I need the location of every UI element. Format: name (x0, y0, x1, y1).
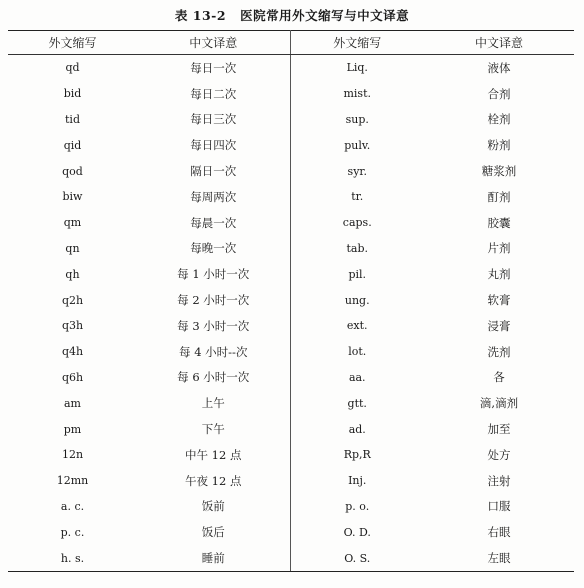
abbreviation-left-cell: qn (65, 241, 80, 255)
meaning-left-cell: 午夜 12 点 (137, 468, 290, 494)
table-row (8, 416, 574, 442)
table-row (8, 107, 574, 133)
meaning-left-cell: 每 2 小时一次 (137, 287, 290, 313)
abbreviation-right-cell: ad. (348, 422, 366, 436)
abbreviation-right-cell: O. S. (290, 545, 424, 571)
table-caption (0, 6, 584, 24)
abbreviation-table (8, 30, 574, 572)
meaning-left-cell: 每日三次 (137, 107, 290, 133)
abbreviation-left-cell: am (64, 396, 81, 410)
table-row (8, 494, 574, 520)
abbreviation-right-cell: p. o. (345, 499, 370, 513)
meaning-left-cell: 每 6 小时一次 (137, 365, 290, 391)
abbreviation-right-cell: tab. (346, 241, 369, 255)
abbreviation-right-cell: O. D. (343, 525, 371, 539)
meaning-right-cell: 加至 (487, 422, 511, 437)
table-row (8, 545, 574, 571)
meaning-right-cell: 滴,滴剂 (479, 396, 519, 411)
meaning-right-cell: 注射 (487, 473, 511, 488)
abbreviation-right-cell: syr. (347, 164, 367, 178)
meaning-right-cell: 右眼 (487, 525, 511, 540)
meaning-right-cell: 粉剂 (487, 138, 511, 153)
abbreviation-left-cell: qid (63, 138, 82, 152)
header-abbreviation-right: 外文缩写 (290, 31, 424, 55)
table-row (8, 390, 574, 416)
abbreviation-right-cell: sup. (345, 112, 369, 126)
meaning-right-cell: 酊剂 (487, 189, 511, 204)
meaning-left-cell: 下午 (137, 416, 290, 442)
table-row (8, 81, 574, 107)
abbreviation-left-cell: qd (65, 61, 80, 75)
abbreviation-left-cell: a. c. (60, 499, 85, 513)
abbreviation-right-cell: gtt. (347, 396, 367, 410)
header-row (8, 31, 574, 55)
abbreviation-right-cell: Rp,R (343, 448, 371, 462)
meaning-right-cell: 胶囊 (487, 215, 511, 230)
meaning-right-cell: 片剂 (487, 241, 511, 256)
meaning-left-cell: 每 1 小时一次 (137, 261, 290, 287)
meaning-right-cell: 洗剂 (487, 344, 511, 359)
header-abbreviation-left: 外文缩写 (8, 31, 137, 55)
table-row (8, 519, 574, 545)
abbreviation-left-cell: qm (63, 216, 82, 230)
abbreviation-left-cell: q4h (61, 345, 84, 359)
meaning-right-cell: 处方 (487, 447, 511, 462)
table-row (8, 287, 574, 313)
abbreviation-right-cell: pil. (348, 267, 367, 281)
table-row (8, 442, 574, 468)
meaning-right-cell: 左眼 (424, 545, 574, 571)
table-row (8, 132, 574, 158)
abbreviation-right-cell: lot. (348, 345, 367, 359)
table-row (8, 236, 574, 262)
meaning-left-cell: 每日一次 (137, 55, 290, 81)
abbreviation-right-cell: caps. (342, 216, 372, 230)
meaning-left-cell: 每 3 小时一次 (137, 313, 290, 339)
table-row (8, 158, 574, 184)
table-number: 表 13-2 (174, 8, 227, 23)
table-row (8, 339, 574, 365)
meaning-left-cell: 饭前 (137, 494, 290, 520)
meaning-left-cell: 每日四次 (137, 132, 290, 158)
abbreviation-right-cell: pulv. (344, 138, 371, 152)
meaning-right-cell: 口服 (487, 499, 511, 514)
abbreviation-left-cell: p. c. (60, 525, 85, 539)
abbreviation-left-cell: biw (62, 190, 83, 204)
header-meaning-left: 中文译意 (137, 31, 290, 55)
abbreviation-left-cell: h. s. (8, 545, 137, 571)
meaning-right-cell: 合剂 (487, 86, 511, 101)
table-row (8, 313, 574, 339)
abbreviation-right-cell: aa. (348, 370, 366, 384)
table-body (8, 55, 574, 572)
table-title: 医院常用外文缩写与中文译意 (240, 8, 410, 23)
table-row (8, 468, 574, 494)
abbreviation-right-cell: Inj. (348, 474, 367, 488)
meaning-left-cell: 每周两次 (137, 184, 290, 210)
abbreviation-left-cell: tid (65, 112, 80, 126)
table-row (8, 261, 574, 287)
abbreviation-right-cell: tr. (351, 190, 364, 204)
table-row (8, 184, 574, 210)
abbreviation-right-cell: mist. (343, 87, 371, 101)
meaning-left-cell: 每晚一次 (137, 236, 290, 262)
header-meaning-right: 中文译意 (424, 31, 574, 55)
abbreviation-left-cell: 12n (61, 448, 84, 462)
meaning-right-cell: 丸剂 (487, 267, 511, 282)
meaning-right-cell: 各 (493, 370, 505, 385)
meaning-right-cell: 液体 (487, 60, 511, 75)
abbreviation-left-cell: bid (63, 87, 82, 101)
meaning-left-cell: 中午 12 点 (137, 442, 290, 468)
abbreviation-left-cell: q6h (61, 370, 84, 384)
meaning-left-cell: 每 4 小时--次 (137, 339, 290, 365)
meaning-right-cell: 浸膏 (487, 318, 511, 333)
table-row (8, 55, 574, 81)
meaning-left-cell: 每晨一次 (137, 210, 290, 236)
meaning-right-cell: 糖浆剂 (481, 164, 517, 179)
abbreviation-left-cell: 12mn (56, 474, 89, 488)
abbreviation-left-cell: qod (62, 164, 83, 178)
meaning-left-cell: 饭后 (137, 519, 290, 545)
abbreviation-right-cell: Liq. (346, 61, 368, 75)
abbreviation-right-cell: ext. (346, 319, 368, 333)
abbreviation-left-cell: pm (63, 422, 82, 436)
meaning-right-cell: 软膏 (487, 293, 511, 308)
meaning-left-cell: 上午 (137, 390, 290, 416)
abbreviation-left-cell: qh (65, 267, 80, 281)
meaning-left-cell: 每日二次 (137, 81, 290, 107)
meaning-right-cell: 栓剂 (487, 112, 511, 127)
meaning-left-cell: 隔日一次 (137, 158, 290, 184)
abbreviation-left-cell: q3h (61, 319, 84, 333)
abbreviation-left-cell: q2h (61, 293, 84, 307)
table-row (8, 365, 574, 391)
table-row (8, 210, 574, 236)
abbreviation-right-cell: ung. (344, 293, 370, 307)
meaning-left-cell: 睡前 (137, 545, 290, 571)
